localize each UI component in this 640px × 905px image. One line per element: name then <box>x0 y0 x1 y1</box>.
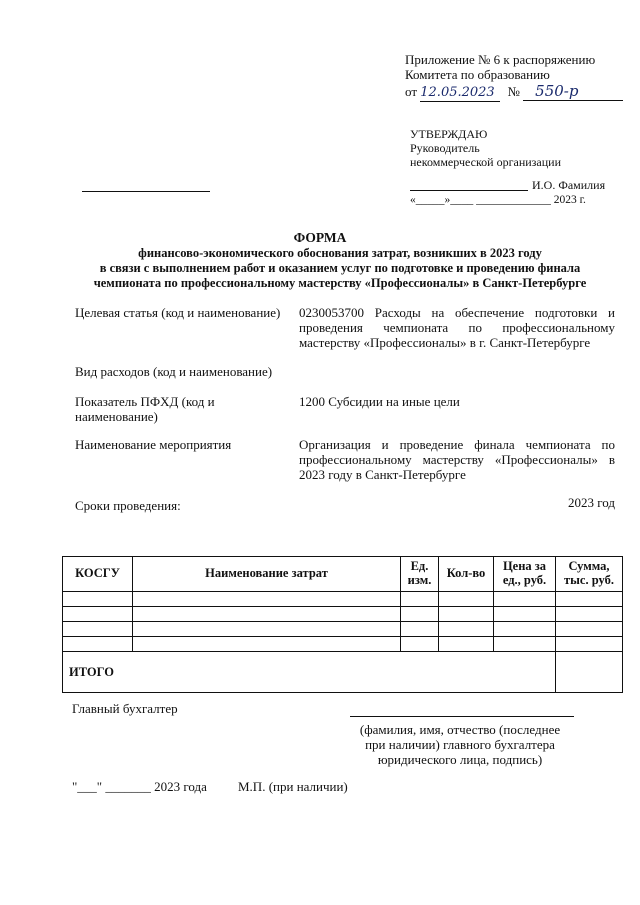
annex-line-1: Приложение № 6 к распоряжению <box>405 52 596 67</box>
header-kosgu: КОСГУ <box>63 557 133 592</box>
event-value: Организация и проведение финала чемпионата по профессиональному мастерству «Профессионалы» в 2023 году в Санкт-Петербурге <box>299 437 615 482</box>
expense-label: Вид расходов (код и наименование) <box>75 364 273 379</box>
footer-date-line: "___" _______ 2023 года <box>72 779 207 794</box>
approve-role-2: некоммерческой организации <box>410 155 562 169</box>
pfhd-value: 1200 Субсидии на иные цели <box>299 394 460 409</box>
target-label: Целевая статья (код и наименование) <box>75 305 281 320</box>
accountant-signature-line <box>350 716 574 717</box>
header-cost-name: Наименование затрат <box>133 557 401 592</box>
form-subtitle-2: в связи с выполнением работ и оказанием услуг по подготовке и проведению финала <box>99 261 581 275</box>
period-label: Сроки проведения: <box>75 498 181 513</box>
event-label: Наименование мероприятия <box>75 437 232 452</box>
header-sum: Сумма, тыс. руб. <box>556 557 623 592</box>
total-label: ИТОГО <box>63 652 556 693</box>
form-title: ФОРМА <box>293 230 347 245</box>
header-unit: Ед. изм. <box>401 557 439 592</box>
approve-role-1: Руководитель <box>410 141 480 155</box>
form-subtitle-3: чемпионата по профессиональному мастерству «Профессионалы» в Санкт-Петербурге <box>93 276 587 290</box>
annex-number-label: № <box>507 84 520 99</box>
total-row <box>63 652 623 693</box>
approve-title: УТВЕРЖДАЮ <box>410 127 488 141</box>
costs-table <box>62 556 623 693</box>
accountant-label: Главный бухгалтер <box>72 701 178 716</box>
signature-caption-1: (фамилия, имя, отчество (последнее <box>359 722 561 737</box>
left-signature-line <box>82 191 210 192</box>
approve-date-line: «_____»____ _____________ 2023 г. <box>410 194 586 206</box>
annex-from: от <box>405 84 418 99</box>
signature-caption-2: при наличии) главного бухгалтера <box>365 737 555 752</box>
annex-number-handwritten: 550-р <box>523 82 623 101</box>
total-sum <box>556 652 623 693</box>
pfhd-label: Показатель ПФХД (код и наименование) <box>75 394 215 424</box>
approve-name: И.О. Фамилия <box>532 178 606 192</box>
signature-caption-3: юридического лица, подпись) <box>377 752 543 767</box>
form-subtitle-1: финансово-экономического обоснования затрат, возникших в 2023 году <box>138 246 542 260</box>
header-quantity: Кол-во <box>439 557 494 592</box>
annex-date-row <box>405 82 623 102</box>
annex-line-2: Комитета по образованию <box>405 67 550 82</box>
table-row <box>63 607 623 622</box>
target-value: 0230053700 Расходы на обеспечение подготовки и проведения чемпионата по профессиональному мастерству «Профессионалы» в г. Санкт-Петербурге <box>299 305 615 350</box>
costs-header-row <box>63 557 623 592</box>
header-unit-price: Цена за ед., руб. <box>494 557 556 592</box>
annex-date-handwritten: 12.05.2023 <box>420 85 500 102</box>
stamp-label: М.П. (при наличии) <box>238 779 348 794</box>
table-row <box>63 637 623 652</box>
table-row <box>63 592 623 607</box>
table-row <box>63 622 623 637</box>
approve-signature-line <box>410 190 528 191</box>
period-value: 2023 год <box>568 495 615 510</box>
